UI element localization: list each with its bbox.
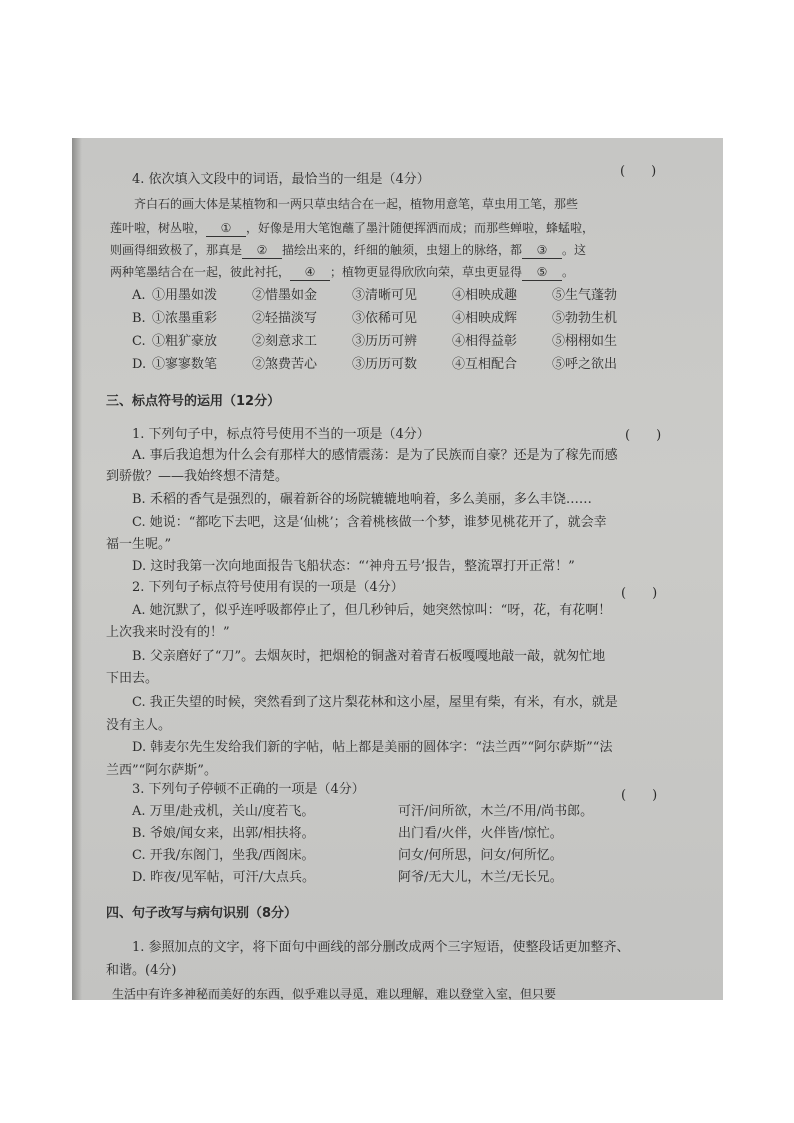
q4-option-c <box>132 334 652 350</box>
blank-4: ④ <box>290 264 330 281</box>
s3-q2-option-d: D. 韩麦尔先生发给我们新的字帖，帖上都是美丽的圆体字：“法兰西”“阿尔萨斯”“法 <box>132 740 613 755</box>
passage-text: ；植物更显得欣欣向荣，草虫更显得 <box>330 265 523 279</box>
option-item: ④相得益彰 <box>452 334 518 349</box>
s3-q1-option-a: A. 事后我追想为什么会有那样大的感情震荡：是为了民族而自豪？还是为了稼先而感 <box>132 448 618 463</box>
blank-1: ① <box>206 220 246 237</box>
option-item: ②轻描淡写 <box>252 311 318 326</box>
option-item: ①浓墨重彩 <box>152 311 218 326</box>
option-item: ⑤栩栩如生 <box>552 334 618 349</box>
s3-q1-option-b: B. 禾稻的香气是强烈的，碾着新谷的场院辘辘地响着，多么美丽，多么丰饶…… <box>132 492 592 507</box>
s3-q1-bracket: ( ) <box>625 428 662 443</box>
blank-3: ③ <box>522 242 562 259</box>
q4-passage-line-4 <box>110 264 574 281</box>
option-item: ③清晰可见 <box>352 288 418 303</box>
q4-answer-bracket: ( ) <box>620 164 657 179</box>
passage-text: ，好像是用大笔饱蘸了墨汁随便挥洒而成；而那些蝉啦，蜂蜢啦， <box>246 221 595 235</box>
s3-q1-stem: 1. 下列句子中，标点符号使用不当的一项是（4分） <box>132 427 430 442</box>
q4-passage-line-3 <box>110 242 586 259</box>
s3-q2-option-b-cont: 下田去。 <box>106 671 159 686</box>
blank-5: ⑤ <box>522 264 562 281</box>
q4-passage-line-2 <box>110 220 594 237</box>
s3-q2-option-c: C. 我正失望的时候，突然看到了这片梨花林和这小屋，屋里有柴，有米，有水，就是 <box>132 695 618 710</box>
passage-text: 。 <box>562 265 575 279</box>
option-label: D. <box>132 357 147 372</box>
section3-heading: 三、标点符号的运用（12分） <box>106 394 281 409</box>
s3-q1-option-a-cont: 到骄傲？——我始终想不清楚。 <box>106 469 289 484</box>
s3-q2-option-b: B. 父亲磨好了“刀”。去烟灰时，把烟枪的铜盏对着青石板嘎嘎地敲一敲，就匆忙地 <box>132 649 606 664</box>
s3-q3-option-a-left: A. 万里/赴戎机，关山/度若飞。 <box>132 804 315 819</box>
option-item: ①寥寥数笔 <box>152 357 218 372</box>
option-item: ④互相配合 <box>452 357 518 372</box>
passage-text: 莲叶啦，树丛啦， <box>110 221 207 235</box>
s3-q1-option-d: D. 这时我第一次向地面报告飞船状态：“‘神舟五号’报告，整流罩打开正常！” <box>132 559 575 574</box>
s4-q1-stem-cont: 和谐。(4分) <box>106 963 177 978</box>
option-item: ④相映成趣 <box>452 288 518 303</box>
q4-passage-line-1: 齐白石的画大体是某植物和一两只草虫结合在一起，植物用意笔，草虫用工笔，那些 <box>134 197 579 211</box>
s3-q3-bracket: ( ) <box>621 788 658 803</box>
option-item: ②煞费苦心 <box>252 357 318 372</box>
q4-option-a <box>132 288 652 304</box>
s3-q2-option-d-cont: 兰西”“阿尔萨斯”。 <box>106 763 217 778</box>
s4-q1-passage: 生活中有许多神秘而美好的东西，似乎难以寻觅，难以理解，难以登堂入室，但只要 <box>112 987 557 1000</box>
s3-q2-bracket: ( ) <box>621 586 658 601</box>
q4-option-b <box>132 311 652 327</box>
option-item: ③历历可辨 <box>352 334 418 349</box>
s3-q2-option-a: A. 她沉默了，似乎连呼吸都停止了，但几秒钟后，她突然惊叫：“呀，花，有花啊！ <box>132 603 612 618</box>
q4-option-d <box>132 357 652 373</box>
s3-q2-option-a-cont: 上次我来时没有的！” <box>106 625 230 640</box>
option-item: ⑤呼之欲出 <box>552 357 618 372</box>
option-item: ③依稀可见 <box>352 311 418 326</box>
option-label: B. <box>132 311 146 326</box>
passage-text: 两种笔墨结合在一起，彼此衬托， <box>110 265 291 279</box>
s3-q1-option-c-cont: 福一生呢。” <box>106 537 172 552</box>
s4-q1-stem: 1. 参照加点的文字，将下面句中画线的部分删改成两个三字短语，使整段话更加整齐、 <box>132 940 630 955</box>
s3-q2-stem: 2. 下列句子标点符号使用有误的一项是（4分） <box>132 580 404 595</box>
option-item: ⑤勃勃生机 <box>552 311 618 326</box>
option-item: ①用墨如泼 <box>152 288 218 303</box>
s3-q2-option-c-cont: 没有主人。 <box>106 718 172 733</box>
passage-text: 则画得细致极了，那真是 <box>110 243 243 257</box>
passage-text: 。这 <box>562 243 587 257</box>
option-item: ②刻意求工 <box>252 334 318 349</box>
s3-q3-stem: 3. 下列句子停顿不正确的一项是（4分） <box>132 782 365 797</box>
blank-2: ② <box>242 242 282 259</box>
q4-stem: 4. 依次填入文段中的词语，最恰当的一组是（4分） <box>132 172 430 187</box>
section4-heading: 四、句子改写与病句识别（8分） <box>106 906 298 921</box>
scanned-exam-page <box>72 138 723 1000</box>
s3-q3-option-d-right: 阿爷/无大儿，木兰/无长兄。 <box>398 870 563 885</box>
option-item: ④相映成辉 <box>452 311 518 326</box>
s3-q3-option-b-right: 出门看/火伴，火伴皆/惊忙。 <box>398 826 563 841</box>
s3-q3-option-b-left: B. 爷娘/闻女来，出郭/相扶将。 <box>132 826 315 841</box>
s3-q3-option-d-left: D. 昨夜/见军帖，可汗/大点兵。 <box>132 870 315 885</box>
s3-q3-option-c-left: C. 开我/东阁门，坐我/西阁床。 <box>132 848 315 863</box>
option-item: ②惜墨如金 <box>252 288 318 303</box>
s3-q3-option-c-right: 问女/何所思，问女/何所忆。 <box>398 848 563 863</box>
s3-q1-option-c: C. 她说：“都吃下去吧，这是‘仙桃’；含着桃核做一个梦，谁梦见桃花开了，就会幸 <box>132 515 607 530</box>
s3-q3-option-a-right: 可汗/问所欲，木兰/不用/尚书郎。 <box>398 804 594 819</box>
option-item: ①粗犷豪放 <box>152 334 218 349</box>
option-item: ⑤生气蓬勃 <box>552 288 618 303</box>
option-item: ③历历可数 <box>352 357 418 372</box>
passage-text: 描绘出来的，纤细的触须，虫翅上的脉络，都 <box>282 243 523 257</box>
option-label: A. <box>132 288 146 303</box>
option-label: C. <box>132 334 146 349</box>
